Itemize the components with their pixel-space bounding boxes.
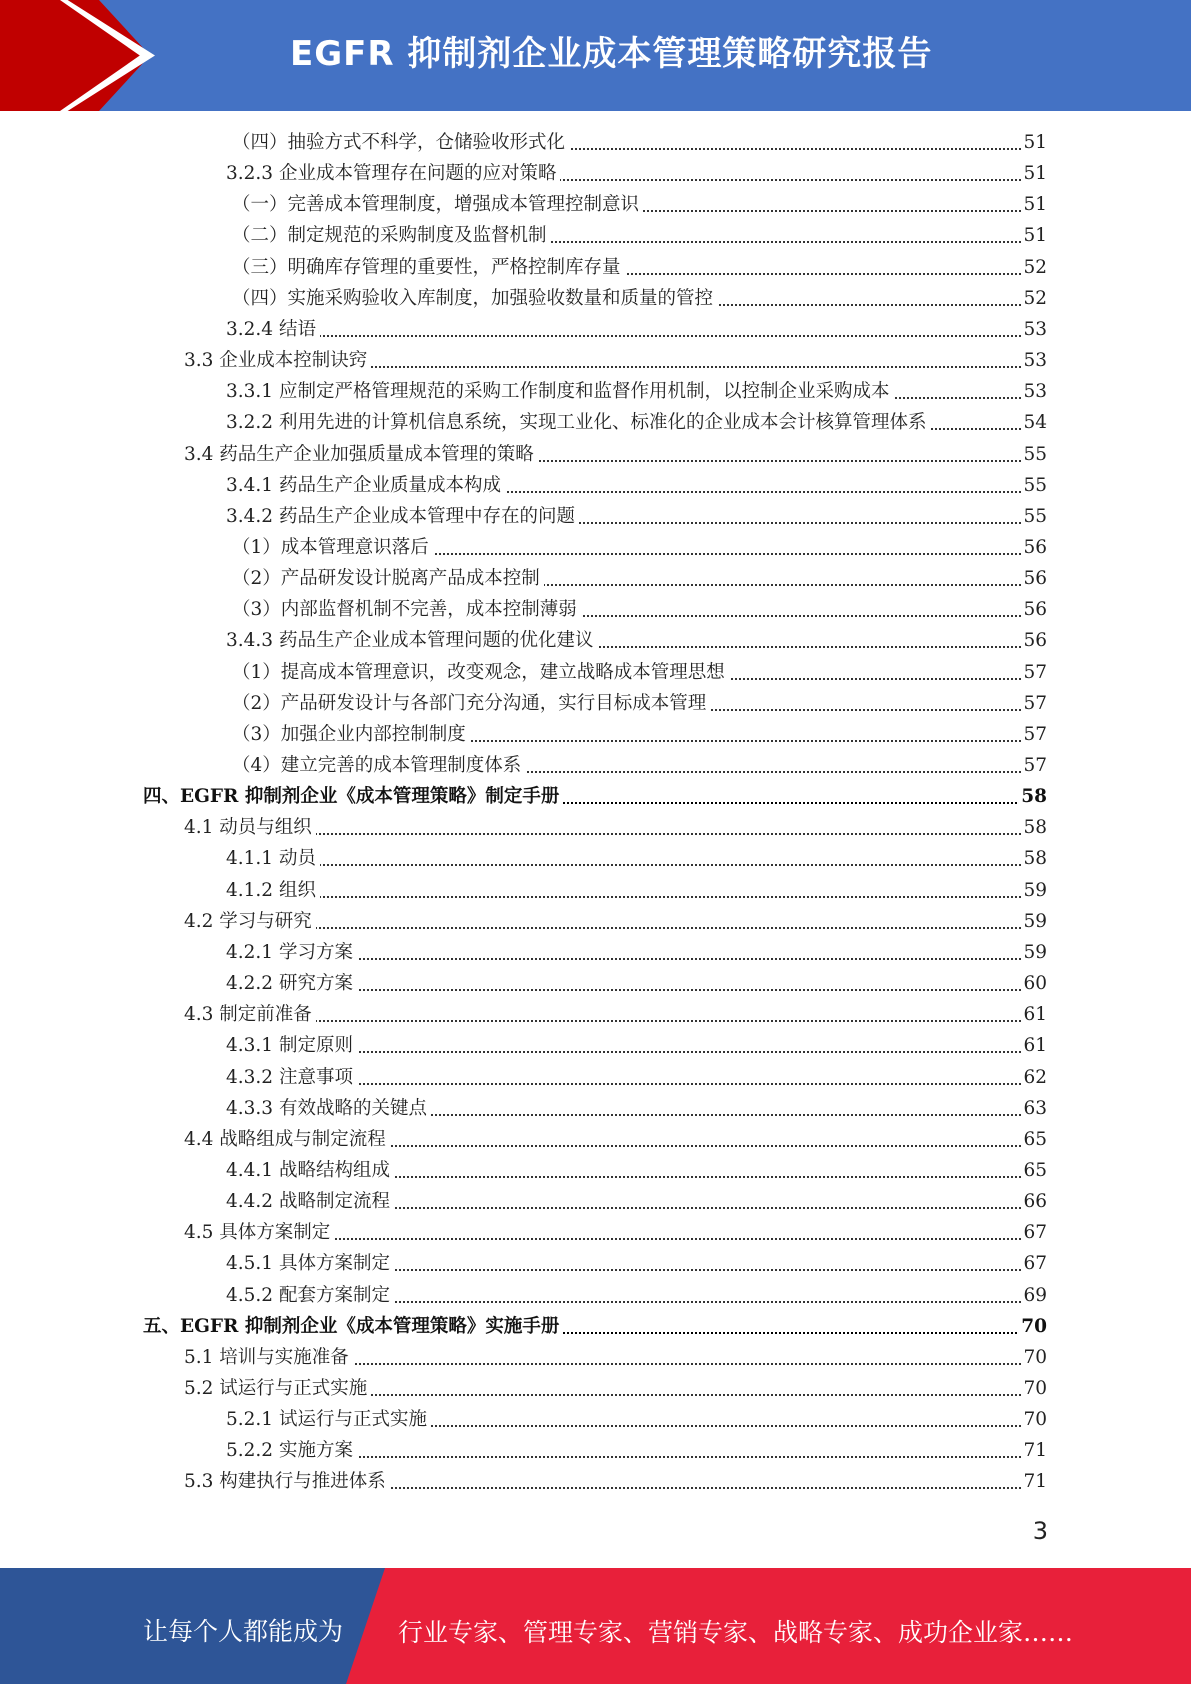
toc-entry[interactable] — [0, 1186, 1191, 1217]
toc-entry-page: 57 — [1021, 688, 1047, 719]
toc-entry-label: （1）成本管理意识落后 — [232, 532, 433, 563]
toc-entry-page: 53 — [1021, 345, 1047, 376]
toc-entry[interactable] — [0, 750, 1191, 781]
toc-entry-label: 4.4 战略组成与制定流程 — [184, 1124, 390, 1155]
toc-entry-page: 58 — [1019, 781, 1047, 812]
toc-entry-label: 3.4.1 药品生产企业质量成本构成 — [226, 470, 505, 501]
toc-entry-page: 54 — [1021, 407, 1047, 438]
toc-entry[interactable] — [0, 501, 1191, 532]
toc-entry-page: 59 — [1021, 937, 1047, 968]
toc-entry-page: 58 — [1021, 812, 1047, 843]
toc-entry-page: 57 — [1021, 719, 1047, 750]
toc-entry-page: 60 — [1021, 968, 1047, 999]
toc-entry-label: 四、EGFR 抑制剂企业《成本管理策略》制定手册 — [143, 781, 563, 812]
toc-entry-label: 3.2.3 企业成本管理存在问题的应对策略 — [226, 158, 560, 189]
toc-entry-label: 4.4.1 战略结构组成 — [226, 1155, 394, 1186]
toc-entry-page: 51 — [1021, 220, 1047, 251]
toc-entry[interactable] — [0, 407, 1191, 438]
toc-entry-page: 70 — [1019, 1311, 1047, 1342]
toc-entry-page: 59 — [1021, 906, 1047, 937]
toc-entry[interactable] — [0, 688, 1191, 719]
page-number: 3 — [1032, 1517, 1048, 1545]
toc-entry[interactable] — [0, 345, 1191, 376]
toc-entry-page: 63 — [1021, 1093, 1047, 1124]
toc-entry[interactable] — [0, 1248, 1191, 1279]
toc-entry-page: 70 — [1021, 1404, 1047, 1435]
footer-slogan-right: 行业专家、管理专家、营销专家、战略专家、成功企业家…… — [398, 1618, 1074, 1647]
toc-dot-leader — [226, 875, 1041, 906]
toc-entry-label: 3.2.4 结语 — [226, 314, 320, 345]
toc-entry[interactable] — [0, 1280, 1191, 1311]
toc-entry-page: 66 — [1021, 1186, 1047, 1217]
toc-entry-label: （4）建立完善的成本管理制度体系 — [232, 750, 525, 781]
toc-entry[interactable] — [0, 625, 1191, 656]
toc-entry-page: 70 — [1021, 1342, 1047, 1373]
toc-entry[interactable] — [0, 1404, 1191, 1435]
toc-entry-label: （3）加强企业内部控制制度 — [232, 719, 470, 750]
toc-entry-label: （2）产品研发设计脱离产品成本控制 — [232, 563, 544, 594]
toc-entry-page: 56 — [1021, 594, 1047, 625]
toc-entry-label: 5.2 试运行与正式实施 — [184, 1373, 371, 1404]
toc-entry-label: 4.2.1 学习方案 — [226, 937, 357, 968]
toc-entry[interactable] — [0, 937, 1191, 968]
toc-entry[interactable] — [0, 657, 1191, 688]
toc-entry-page: 53 — [1021, 376, 1047, 407]
header-red-arrow — [0, 0, 150, 111]
toc-entry-label: 4.3.2 注意事项 — [226, 1062, 357, 1093]
toc-entry[interactable] — [0, 1311, 1191, 1342]
toc-entry[interactable] — [0, 127, 1191, 158]
toc-entry-label: 5.1 培训与实施准备 — [184, 1342, 353, 1373]
toc-entry[interactable] — [0, 1093, 1191, 1124]
toc-entry-label: 4.3 制定前准备 — [184, 999, 316, 1030]
toc-entry[interactable] — [0, 843, 1191, 874]
toc-entry-label: 5.2.1 试运行与正式实施 — [226, 1404, 431, 1435]
toc-entry-page: 62 — [1021, 1062, 1047, 1093]
toc-entry[interactable] — [0, 1155, 1191, 1186]
toc-entry[interactable] — [0, 470, 1191, 501]
toc-entry[interactable] — [0, 563, 1191, 594]
toc-entry-page: 55 — [1021, 501, 1047, 532]
toc-entry-label: 3.4.2 药品生产企业成本管理中存在的问题 — [226, 501, 579, 532]
document-title: EGFR 抑制剂企业成本管理策略研究报告 — [290, 34, 933, 74]
toc-entry-page: 55 — [1021, 439, 1047, 470]
toc-entry-page: 65 — [1021, 1155, 1047, 1186]
toc-entry-page: 71 — [1021, 1466, 1047, 1497]
toc-dot-leader — [226, 314, 1041, 345]
toc-entry-label: 4.1.2 组织 — [226, 875, 320, 906]
toc-entry-page: 51 — [1021, 189, 1047, 220]
toc-entry[interactable] — [0, 189, 1191, 220]
toc-entry[interactable] — [0, 1342, 1191, 1373]
toc-entry-label: （四）实施采购验收入库制度，加强验收数量和质量的管控 — [232, 283, 717, 314]
toc-entry-label: （三）明确库存管理的重要性，严格控制库存量 — [232, 252, 625, 283]
toc-entry-page: 57 — [1021, 750, 1047, 781]
toc-entry[interactable] — [0, 999, 1191, 1030]
toc-entry-page: 67 — [1021, 1248, 1047, 1279]
toc-entry-page: 59 — [1021, 875, 1047, 906]
toc-entry-page: 61 — [1021, 999, 1047, 1030]
toc-entry[interactable] — [0, 1124, 1191, 1155]
toc-entry[interactable] — [0, 1217, 1191, 1248]
toc-entry-label: 4.4.2 战略制定流程 — [226, 1186, 394, 1217]
toc-entry[interactable] — [0, 1435, 1191, 1466]
toc-entry-label: 5.3 构建执行与推进体系 — [184, 1466, 390, 1497]
toc-entry-label: 4.1.1 动员 — [226, 843, 320, 874]
toc-entry[interactable] — [0, 314, 1191, 345]
toc-entry[interactable] — [0, 158, 1191, 189]
toc-entry-label: 4.1 动员与组织 — [184, 812, 316, 843]
toc-entry-label: 4.5 具体方案制定 — [184, 1217, 334, 1248]
toc-entry-label: 3.4 药品生产企业加强质量成本管理的策略 — [184, 439, 538, 470]
toc-entry-page: 56 — [1021, 563, 1047, 594]
toc-entry-label: 4.2.2 研究方案 — [226, 968, 357, 999]
toc-entry-page: 55 — [1021, 470, 1047, 501]
toc-entry[interactable] — [0, 812, 1191, 843]
toc-entry-label: （1）提高成本管理意识，改变观念，建立战略成本管理思想 — [232, 657, 729, 688]
toc-entry[interactable] — [0, 906, 1191, 937]
toc-entry-label: 4.5.2 配套方案制定 — [226, 1280, 394, 1311]
toc-entry-page: 69 — [1021, 1280, 1047, 1311]
toc-entry-label: 4.3.3 有效战略的关键点 — [226, 1093, 431, 1124]
toc-entry-label: （3）内部监督机制不完善，成本控制薄弱 — [232, 594, 581, 625]
page-footer — [0, 1568, 1191, 1684]
toc-entry[interactable] — [0, 1062, 1191, 1093]
toc-entry-label: （2）产品研发设计与各部门充分沟通，实行目标成本管理 — [232, 688, 710, 719]
toc-entry-page: 53 — [1021, 314, 1047, 345]
toc-entry[interactable] — [0, 1373, 1191, 1404]
page-header — [0, 0, 1191, 111]
toc-entry[interactable] — [0, 968, 1191, 999]
toc-entry[interactable] — [0, 283, 1191, 314]
toc-entry-page: 70 — [1021, 1373, 1047, 1404]
footer-slogan-left: 让每个人都能成为 — [143, 1617, 344, 1646]
toc-entry-label: 五、EGFR 抑制剂企业《成本管理策略》实施手册 — [143, 1311, 563, 1342]
toc-entry-label: 3.2.2 利用先进的计算机信息系统，实现工业化、标准化的企业成本会计核算管理体系 — [226, 407, 930, 438]
toc-entry[interactable] — [0, 439, 1191, 470]
toc-entry[interactable] — [0, 719, 1191, 750]
toc-entry-page: 52 — [1021, 283, 1047, 314]
toc-entry[interactable] — [0, 1466, 1191, 1497]
toc-entry-page: 51 — [1021, 127, 1047, 158]
toc-entry-page: 65 — [1021, 1124, 1047, 1155]
toc-entry-page: 71 — [1021, 1435, 1047, 1466]
toc-entry-label: 3.4.3 药品生产企业成本管理问题的优化建议 — [226, 625, 597, 656]
toc-entry[interactable] — [0, 875, 1191, 906]
toc-entry-label: 5.2.2 实施方案 — [226, 1435, 357, 1466]
toc-entry-label: （四）抽验方式不科学，仓储验收形式化 — [232, 127, 569, 158]
toc-entry-page: 56 — [1021, 532, 1047, 563]
toc-entry-label: 4.3.1 制定原则 — [226, 1030, 357, 1061]
toc-entry-page: 56 — [1021, 625, 1047, 656]
toc-entry-page: 57 — [1021, 657, 1047, 688]
toc-dot-leader — [226, 843, 1041, 874]
toc-entry[interactable] — [0, 532, 1191, 563]
toc-entry-page: 51 — [1021, 158, 1047, 189]
toc-entry-page: 52 — [1021, 252, 1047, 283]
toc-entry[interactable] — [0, 252, 1191, 283]
toc-entry-page: 67 — [1021, 1217, 1047, 1248]
toc-entry[interactable] — [0, 220, 1191, 251]
toc-entry-label: （一）完善成本管理制度，增强成本管理控制意识 — [232, 189, 643, 220]
toc-entry[interactable] — [0, 376, 1191, 407]
toc-entry-label: 4.2 学习与研究 — [184, 906, 316, 937]
toc-entry[interactable] — [0, 594, 1191, 625]
toc-entry-page: 61 — [1021, 1030, 1047, 1061]
toc-entry[interactable] — [0, 781, 1191, 812]
toc-entry[interactable] — [0, 1030, 1191, 1061]
toc-entry-label: 3.3 企业成本控制诀窍 — [184, 345, 371, 376]
toc-entry-label: 3.3.1 应制定严格管理规范的采购工作制度和监督作用机制，以控制企业采购成本 — [226, 376, 893, 407]
toc-entry-page: 58 — [1021, 843, 1047, 874]
toc-entry-label: 4.5.1 具体方案制定 — [226, 1248, 394, 1279]
toc-entry-label: （二）制定规范的采购制度及监督机制 — [232, 220, 551, 251]
